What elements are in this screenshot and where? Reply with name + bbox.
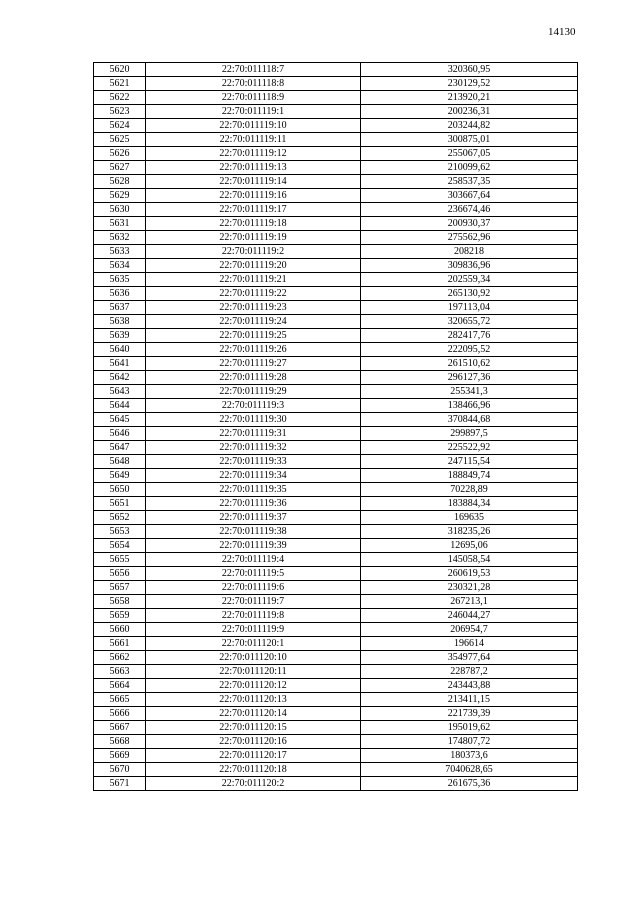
cadastral-number-cell: 22:70:011119:8 xyxy=(146,609,361,623)
value-cell: 145058,54 xyxy=(361,553,578,567)
cadastral-number-cell: 22:70:011119:3 xyxy=(146,399,361,413)
value-cell: 195019,62 xyxy=(361,721,578,735)
table-row xyxy=(94,91,578,105)
cadastral-number-cell: 22:70:011119:9 xyxy=(146,623,361,637)
cadastral-number-cell: 22:70:011120:17 xyxy=(146,749,361,763)
table-row xyxy=(94,427,578,441)
value-cell: 282417,76 xyxy=(361,329,578,343)
table-row xyxy=(94,721,578,735)
table-row xyxy=(94,441,578,455)
table-row xyxy=(94,273,578,287)
table-row xyxy=(94,301,578,315)
value-cell: 296127,36 xyxy=(361,371,578,385)
row-number-cell: 5638 xyxy=(94,315,146,329)
cadastral-number-cell: 22:70:011120:16 xyxy=(146,735,361,749)
row-number-cell: 5667 xyxy=(94,721,146,735)
value-cell: 169635 xyxy=(361,511,578,525)
table-row xyxy=(94,763,578,777)
row-number-cell: 5642 xyxy=(94,371,146,385)
value-cell: 228787,2 xyxy=(361,665,578,679)
cadastral-number-cell: 22:70:011119:21 xyxy=(146,273,361,287)
table-row xyxy=(94,217,578,231)
table-row xyxy=(94,189,578,203)
table-row xyxy=(94,455,578,469)
cadastral-number-cell: 22:70:011119:2 xyxy=(146,245,361,259)
table-row xyxy=(94,749,578,763)
table-row xyxy=(94,567,578,581)
cadastral-number-cell: 22:70:011119:39 xyxy=(146,539,361,553)
row-number-cell: 5655 xyxy=(94,553,146,567)
cadastral-number-cell: 22:70:011119:5 xyxy=(146,567,361,581)
value-cell: 202559,34 xyxy=(361,273,578,287)
row-number-cell: 5635 xyxy=(94,273,146,287)
row-number-cell: 5661 xyxy=(94,637,146,651)
cadastral-number-cell: 22:70:011119:34 xyxy=(146,469,361,483)
row-number-cell: 5665 xyxy=(94,693,146,707)
value-cell: 318235,26 xyxy=(361,525,578,539)
cadastral-number-cell: 22:70:011119:36 xyxy=(146,497,361,511)
value-cell: 260619,53 xyxy=(361,567,578,581)
cadastral-number-cell: 22:70:011119:23 xyxy=(146,301,361,315)
table-row xyxy=(94,637,578,651)
value-cell: 230129,52 xyxy=(361,77,578,91)
table-row xyxy=(94,203,578,217)
table-row xyxy=(94,357,578,371)
row-number-cell: 5633 xyxy=(94,245,146,259)
table-row xyxy=(94,707,578,721)
value-cell: 275562,96 xyxy=(361,231,578,245)
cadastral-number-cell: 22:70:011120:14 xyxy=(146,707,361,721)
table-row xyxy=(94,609,578,623)
table-row xyxy=(94,399,578,413)
table-row xyxy=(94,679,578,693)
cadastral-number-cell: 22:70:011119:7 xyxy=(146,595,361,609)
value-cell: 213411,15 xyxy=(361,693,578,707)
row-number-cell: 5640 xyxy=(94,343,146,357)
cadastral-number-cell: 22:70:011120:18 xyxy=(146,763,361,777)
table-row xyxy=(94,161,578,175)
value-cell: 70228,89 xyxy=(361,483,578,497)
cadastral-number-cell: 22:70:011120:12 xyxy=(146,679,361,693)
cadastral-number-cell: 22:70:011120:15 xyxy=(146,721,361,735)
value-cell: 180373,6 xyxy=(361,749,578,763)
value-cell: 210099,62 xyxy=(361,161,578,175)
cadastral-number-cell: 22:70:011118:9 xyxy=(146,91,361,105)
value-cell: 188849,74 xyxy=(361,469,578,483)
cadastral-number-cell: 22:70:011119:13 xyxy=(146,161,361,175)
table-row xyxy=(94,665,578,679)
cadastral-number-cell: 22:70:011119:1 xyxy=(146,105,361,119)
cadastral-number-cell: 22:70:011119:37 xyxy=(146,511,361,525)
cadastral-number-cell: 22:70:011119:16 xyxy=(146,189,361,203)
cadastral-number-cell: 22:70:011119:32 xyxy=(146,441,361,455)
cadastral-number-cell: 22:70:011118:8 xyxy=(146,77,361,91)
table-row xyxy=(94,525,578,539)
cadastral-number-cell: 22:70:011119:11 xyxy=(146,133,361,147)
row-number-cell: 5645 xyxy=(94,413,146,427)
row-number-cell: 5651 xyxy=(94,497,146,511)
cadastral-number-cell: 22:70:011119:35 xyxy=(146,483,361,497)
table-row xyxy=(94,623,578,637)
value-cell: 303667,64 xyxy=(361,189,578,203)
value-cell: 7040628,65 xyxy=(361,763,578,777)
table-row xyxy=(94,539,578,553)
row-number-cell: 5670 xyxy=(94,763,146,777)
row-number-cell: 5639 xyxy=(94,329,146,343)
table-row xyxy=(94,581,578,595)
value-cell: 309836,96 xyxy=(361,259,578,273)
table-row xyxy=(94,777,578,791)
row-number-cell: 5622 xyxy=(94,91,146,105)
table-row xyxy=(94,497,578,511)
row-number-cell: 5634 xyxy=(94,259,146,273)
value-cell: 206954,7 xyxy=(361,623,578,637)
cadastral-number-cell: 22:70:011119:20 xyxy=(146,259,361,273)
value-cell: 225522,92 xyxy=(361,441,578,455)
cadastral-number-cell: 22:70:011119:19 xyxy=(146,231,361,245)
table-row xyxy=(94,693,578,707)
row-number-cell: 5650 xyxy=(94,483,146,497)
cadastral-number-cell: 22:70:011120:10 xyxy=(146,651,361,665)
row-number-cell: 5637 xyxy=(94,301,146,315)
row-number-cell: 5620 xyxy=(94,63,146,77)
row-number-cell: 5636 xyxy=(94,287,146,301)
row-number-cell: 5657 xyxy=(94,581,146,595)
cadastral-number-cell: 22:70:011119:38 xyxy=(146,525,361,539)
value-cell: 354977,64 xyxy=(361,651,578,665)
value-cell: 230321,28 xyxy=(361,581,578,595)
row-number-cell: 5648 xyxy=(94,455,146,469)
value-cell: 265130,92 xyxy=(361,287,578,301)
table-row xyxy=(94,385,578,399)
row-number-cell: 5623 xyxy=(94,105,146,119)
cadastral-number-cell: 22:70:011119:12 xyxy=(146,147,361,161)
cadastral-number-cell: 22:70:011119:22 xyxy=(146,287,361,301)
table-row xyxy=(94,77,578,91)
cadastral-number-cell: 22:70:011119:26 xyxy=(146,343,361,357)
value-cell: 320360,95 xyxy=(361,63,578,77)
cadastral-number-cell: 22:70:011119:17 xyxy=(146,203,361,217)
value-cell: 203244,82 xyxy=(361,119,578,133)
value-cell: 370844,68 xyxy=(361,413,578,427)
row-number-cell: 5653 xyxy=(94,525,146,539)
table-row xyxy=(94,105,578,119)
table-row xyxy=(94,147,578,161)
page-number: 14130 xyxy=(548,26,576,38)
table-row xyxy=(94,469,578,483)
cadastral-number-cell: 22:70:011119:10 xyxy=(146,119,361,133)
cadastral-number-cell: 22:70:011120:2 xyxy=(146,777,361,791)
value-cell: 258537,35 xyxy=(361,175,578,189)
row-number-cell: 5656 xyxy=(94,567,146,581)
table-row xyxy=(94,651,578,665)
cadastral-number-cell: 22:70:011120:13 xyxy=(146,693,361,707)
value-cell: 247115,54 xyxy=(361,455,578,469)
cadastral-number-cell: 22:70:011119:25 xyxy=(146,329,361,343)
row-number-cell: 5659 xyxy=(94,609,146,623)
value-cell: 320655,72 xyxy=(361,315,578,329)
table-row xyxy=(94,133,578,147)
table-row xyxy=(94,175,578,189)
row-number-cell: 5627 xyxy=(94,161,146,175)
row-number-cell: 5624 xyxy=(94,119,146,133)
value-cell: 236674,46 xyxy=(361,203,578,217)
row-number-cell: 5641 xyxy=(94,357,146,371)
value-cell: 261510,62 xyxy=(361,357,578,371)
table-row xyxy=(94,735,578,749)
cadastral-number-cell: 22:70:011119:27 xyxy=(146,357,361,371)
value-cell: 138466,96 xyxy=(361,399,578,413)
value-cell: 221739,39 xyxy=(361,707,578,721)
table-row xyxy=(94,371,578,385)
table-row xyxy=(94,287,578,301)
cadastral-number-cell: 22:70:011120:1 xyxy=(146,637,361,651)
table-row xyxy=(94,595,578,609)
row-number-cell: 5658 xyxy=(94,595,146,609)
table-row xyxy=(94,329,578,343)
table-row xyxy=(94,231,578,245)
cadastral-number-cell: 22:70:011119:18 xyxy=(146,217,361,231)
cadastral-value-table xyxy=(93,62,578,791)
value-cell: 267213,1 xyxy=(361,595,578,609)
cadastral-number-cell: 22:70:011119:31 xyxy=(146,427,361,441)
value-cell: 197113,04 xyxy=(361,301,578,315)
cadastral-number-cell: 22:70:011119:24 xyxy=(146,315,361,329)
value-cell: 255341,3 xyxy=(361,385,578,399)
value-cell: 299897,5 xyxy=(361,427,578,441)
row-number-cell: 5668 xyxy=(94,735,146,749)
value-cell: 208218 xyxy=(361,245,578,259)
value-cell: 255067,05 xyxy=(361,147,578,161)
cadastral-number-cell: 22:70:011119:33 xyxy=(146,455,361,469)
row-number-cell: 5632 xyxy=(94,231,146,245)
row-number-cell: 5646 xyxy=(94,427,146,441)
cadastral-number-cell: 22:70:011119:28 xyxy=(146,371,361,385)
table-body xyxy=(94,63,578,791)
table-row xyxy=(94,63,578,77)
table-row xyxy=(94,245,578,259)
value-cell: 12695,06 xyxy=(361,539,578,553)
row-number-cell: 5625 xyxy=(94,133,146,147)
row-number-cell: 5652 xyxy=(94,511,146,525)
row-number-cell: 5629 xyxy=(94,189,146,203)
table-row xyxy=(94,343,578,357)
value-cell: 174807,72 xyxy=(361,735,578,749)
value-cell: 222095,52 xyxy=(361,343,578,357)
cadastral-number-cell: 22:70:011118:7 xyxy=(146,63,361,77)
table-row xyxy=(94,315,578,329)
row-number-cell: 5662 xyxy=(94,651,146,665)
cadastral-number-cell: 22:70:011120:11 xyxy=(146,665,361,679)
table-row xyxy=(94,259,578,273)
row-number-cell: 5663 xyxy=(94,665,146,679)
row-number-cell: 5669 xyxy=(94,749,146,763)
cadastral-number-cell: 22:70:011119:6 xyxy=(146,581,361,595)
row-number-cell: 5666 xyxy=(94,707,146,721)
row-number-cell: 5664 xyxy=(94,679,146,693)
value-cell: 200930,37 xyxy=(361,217,578,231)
cadastral-number-cell: 22:70:011119:30 xyxy=(146,413,361,427)
row-number-cell: 5671 xyxy=(94,777,146,791)
table-row xyxy=(94,553,578,567)
row-number-cell: 5621 xyxy=(94,77,146,91)
table-row xyxy=(94,413,578,427)
value-cell: 243443,88 xyxy=(361,679,578,693)
cadastral-number-cell: 22:70:011119:29 xyxy=(146,385,361,399)
row-number-cell: 5649 xyxy=(94,469,146,483)
value-cell: 196614 xyxy=(361,637,578,651)
value-cell: 246044,27 xyxy=(361,609,578,623)
row-number-cell: 5630 xyxy=(94,203,146,217)
cadastral-number-cell: 22:70:011119:14 xyxy=(146,175,361,189)
row-number-cell: 5647 xyxy=(94,441,146,455)
value-cell: 183884,34 xyxy=(361,497,578,511)
row-number-cell: 5660 xyxy=(94,623,146,637)
row-number-cell: 5626 xyxy=(94,147,146,161)
value-cell: 213920,21 xyxy=(361,91,578,105)
table-row xyxy=(94,119,578,133)
cadastral-number-cell: 22:70:011119:4 xyxy=(146,553,361,567)
row-number-cell: 5628 xyxy=(94,175,146,189)
value-cell: 261675,36 xyxy=(361,777,578,791)
value-cell: 200236,31 xyxy=(361,105,578,119)
row-number-cell: 5631 xyxy=(94,217,146,231)
row-number-cell: 5654 xyxy=(94,539,146,553)
row-number-cell: 5644 xyxy=(94,399,146,413)
table-row xyxy=(94,511,578,525)
table-row xyxy=(94,483,578,497)
row-number-cell: 5643 xyxy=(94,385,146,399)
value-cell: 300875,01 xyxy=(361,133,578,147)
